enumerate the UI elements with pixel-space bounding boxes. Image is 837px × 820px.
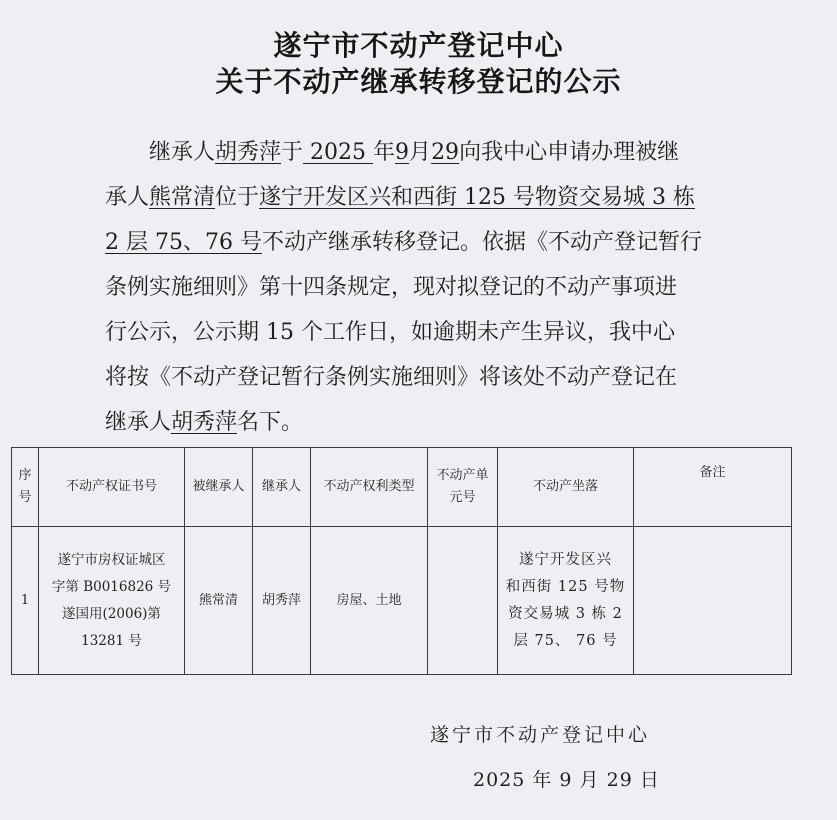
underlined-fill: 9 [395, 140, 410, 165]
body-text: 将按《不动产登记暂行条例实施细则》将该处不动产登记在 [105, 365, 678, 390]
body-text: 位于 [215, 185, 260, 210]
header-decedent: 被继承人 [185, 448, 253, 527]
body-line [105, 310, 705, 355]
body-text: 继承人 [149, 140, 216, 165]
body-text: 承人 [105, 185, 150, 210]
header-cert: 不动产权证书号 [39, 448, 185, 527]
signature-date: 2025 年 9 月 29 日 [473, 769, 660, 791]
table-header-row [12, 448, 792, 527]
cell-unit-no [428, 527, 498, 675]
header-heir: 继承人 [253, 448, 311, 527]
registration-table [11, 447, 792, 675]
underlined-fill: 2 层 75、76 号 [105, 230, 262, 255]
underlined-fill: 熊常清 [149, 185, 216, 210]
cell-seq: 1 [12, 527, 39, 675]
underlined-fill: 29 [431, 140, 460, 165]
cell-remarks [634, 527, 792, 675]
body-text: 年 [373, 140, 396, 165]
header-unit-no: 不动产单 元号 [428, 448, 498, 527]
body-text: 继承人 [105, 410, 172, 435]
notice-title-line1: 遂宁市不动产登记中心 [273, 29, 564, 62]
body-text: 条例实施细则》第十四条规定，现对拟登记的不动产事项进 [105, 275, 678, 300]
body-line [105, 220, 705, 265]
header-location: 不动产坐落 [498, 448, 634, 527]
body-text: 行公示，公示期 15 个工作日，如逾期未产生异议，我中心 [105, 320, 675, 345]
notice-body [105, 130, 705, 445]
body-line [105, 265, 705, 310]
notice-title-line2: 关于不动产继承转移登记的公示 [215, 65, 622, 98]
cell-right-type: 房屋、土地 [311, 527, 428, 675]
body-text: 名下。 [237, 410, 304, 435]
body-text: 向我中心申请办理被继 [459, 140, 680, 165]
underlined-fill: 胡秀萍 [215, 140, 282, 165]
header-remarks: 备注 [634, 448, 792, 527]
table-row [12, 527, 792, 675]
body-line [105, 355, 705, 400]
underlined-fill: 遂宁开发区兴和西街 125 号物资交易城 3 栋 [259, 185, 696, 210]
body-line [105, 130, 705, 175]
cell-decedent: 熊常清 [185, 527, 253, 675]
body-line [105, 175, 705, 220]
cell-heir: 胡秀萍 [253, 527, 311, 675]
underlined-fill: 胡秀萍 [171, 410, 238, 435]
header-seq: 序 号 [12, 448, 39, 527]
header-right-type: 不动产权利类型 [311, 448, 428, 527]
body-line [105, 400, 705, 445]
body-text: 于 [281, 140, 304, 165]
signature-org: 遂宁市不动产登记中心 [430, 724, 651, 746]
cell-location: 遂宁开发区兴 和西街 125 号物 资交易城 3 栋 2 层 75、 76 号 [498, 527, 634, 675]
body-text: 月 [409, 140, 432, 165]
cell-cert: 遂宁市房权证城区 字第 B0016826 号 遂国用(2006)第 13281 号 [39, 527, 185, 675]
body-text: 不动产继承转移登记。依据《不动产登记暂行 [261, 230, 702, 255]
underlined-fill: 2025 [303, 140, 374, 165]
